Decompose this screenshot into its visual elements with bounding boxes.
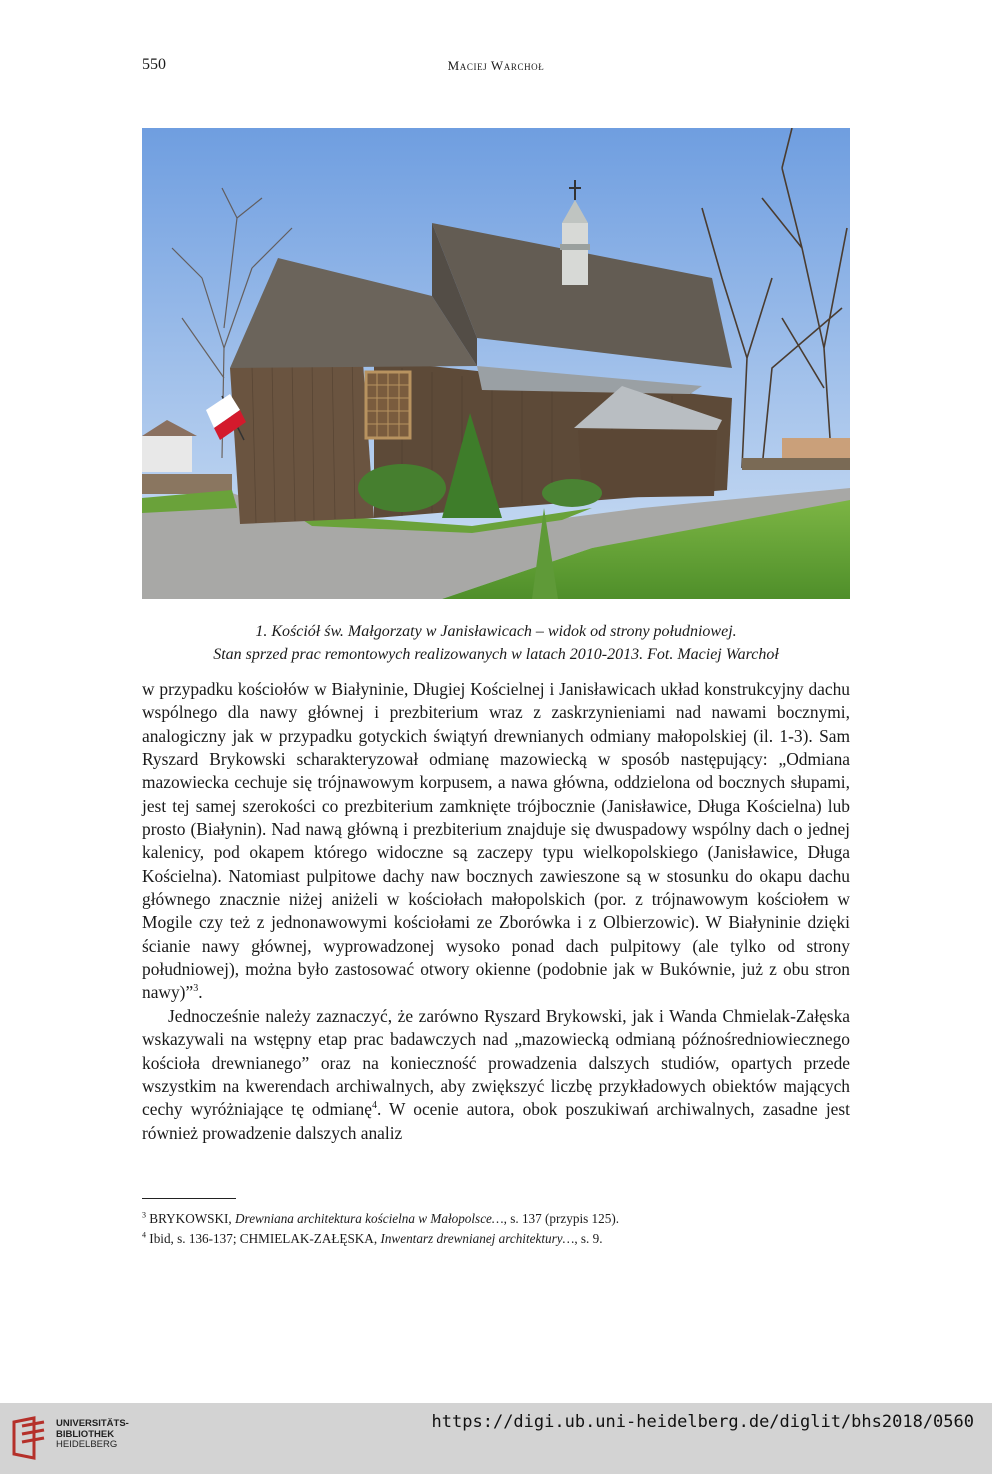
footnote-title: Drewniana architektura kościelna w Małopolsce…: [235, 1211, 504, 1226]
library-name-line: UNIVERSITÄTS-: [56, 1418, 129, 1429]
paragraph-1: [142, 678, 850, 1005]
body-text: [142, 678, 850, 1145]
footnote-text: Ibid, s. 136-137; CHMIELAK-ZAŁĘSKA,: [149, 1231, 381, 1246]
fence: [142, 474, 232, 494]
footnote-number: 4: [142, 1230, 146, 1240]
footer-bar: [0, 1403, 992, 1474]
paragraph-1-end: .: [198, 982, 203, 1003]
distant-house: [142, 436, 192, 472]
paragraph-2: [142, 1005, 850, 1145]
caption-line-1: 1. Kościół św. Małgorzaty w Janisławicach – widok od strony południowej.: [255, 623, 737, 640]
figure-caption: [142, 620, 850, 666]
paragraph-1-text: w przypadku kościołów w Białyninie, Długiej Kościelnej i Janisławicach układ konstrukcyjny dachu wspólnego dla nawy głównej i prezbiterium wraz z zaskrzynieniami nad nawami bocznymi, analogiczny jak w przypadku gotyckich świątyń drewnianych odmiany małopolskiej (il. 1-3). Sam Ryszard Brykowski scharakteryzował odmianę mazowiecką w sposób następujący: „Odmiana mazowiecka cechuje się trójnawowym korpusem, a nawa główna, oddzielona od bocznych słupami, jest tej samej szerokości co prezbiterium zamknięte trójbocznie (Janisławice, Długa Kościelna) lub prosto (Białynin). Nad nawą główną i prezbiterium znajduje się dwuspadowy wspólny dach o jednej kalenicy, pod okapem którego widoczne są zaczepy typu wielkopolskiego (Janisławice, Długa Kościelna). Natomiast pulpitowe dachy naw bocznych zawieszone są w stosunku do okapu dachu głównego znacznie niżej aniżeli w kościołach małopolskich (por. z trójnawowym kościołem w Mogile czy też z jednonawowymi kościołami ze Zborówka i z Olbierzowic). W Białyninie dzięki ścianie nawy głównej, wyprowadzonej wysoko ponad dach pulpitowy (ale tylko od strony południowej), można było zastosować otwory okienne (podobnie jak w Bukównie, już z obu stron nawy)”: [142, 679, 850, 1003]
caption-line-2: Stan sprzed prac remontowych realizowanych w latach 2010-2013. Fot. Maciej Warchoł: [213, 646, 779, 663]
running-head-author: Maciej Warchoł: [447, 58, 545, 73]
footnote-ref-4: 4: [371, 1100, 377, 1112]
footnotes: [142, 1209, 850, 1249]
footnote-text: , s. 137 (przypis 125).: [503, 1211, 620, 1226]
source-url[interactable]: https://digi.ub.uni-heidelberg.de/diglit/bhs2018/0560: [431, 1412, 974, 1432]
paragraph-2-end: . W ocenie autora, obok poszukiwań archiwalnych, zasadne jest również prowadzenie dalszych analiz: [142, 1099, 850, 1143]
page-number: 550: [142, 56, 166, 73]
library-logo-icon: [10, 1414, 50, 1462]
footnote-rule: [142, 1198, 236, 1199]
footnote-text: , s. 9.: [574, 1231, 603, 1246]
footnote-number: 3: [142, 1210, 146, 1220]
church-photograph: [142, 128, 850, 599]
library-name-line: BIBLIOTHEK: [56, 1428, 115, 1440]
library-name-line: HEIDELBERG: [56, 1439, 118, 1450]
footnote-title: Inwentarz drewnianej architektury…: [380, 1231, 575, 1246]
footnote-3: [142, 1209, 850, 1229]
paragraph-2-text: Jednocześnie należy zaznaczyć, że zarówno Ryszard Brykowski, jak i Wanda Chmielak-Załęska wskazywali na wstępny etap prac badawczych nad „mazowiecką odmianą późnośredniowiecznego kościoła drewnianego” oraz na konieczność prowadzenia dalszych studiów, opartych przede wszystkim na kwerendach archiwalnych, aby zwiększyć liczbę przykładowych obiektów mających cechy wyróżniające tę odmianę: [142, 1005, 850, 1120]
footnote-ref-3: 3: [193, 983, 199, 995]
footnote-4: [142, 1229, 850, 1249]
footnote-text: BRYKOWSKI,: [149, 1211, 236, 1226]
library-name: [56, 1419, 129, 1451]
